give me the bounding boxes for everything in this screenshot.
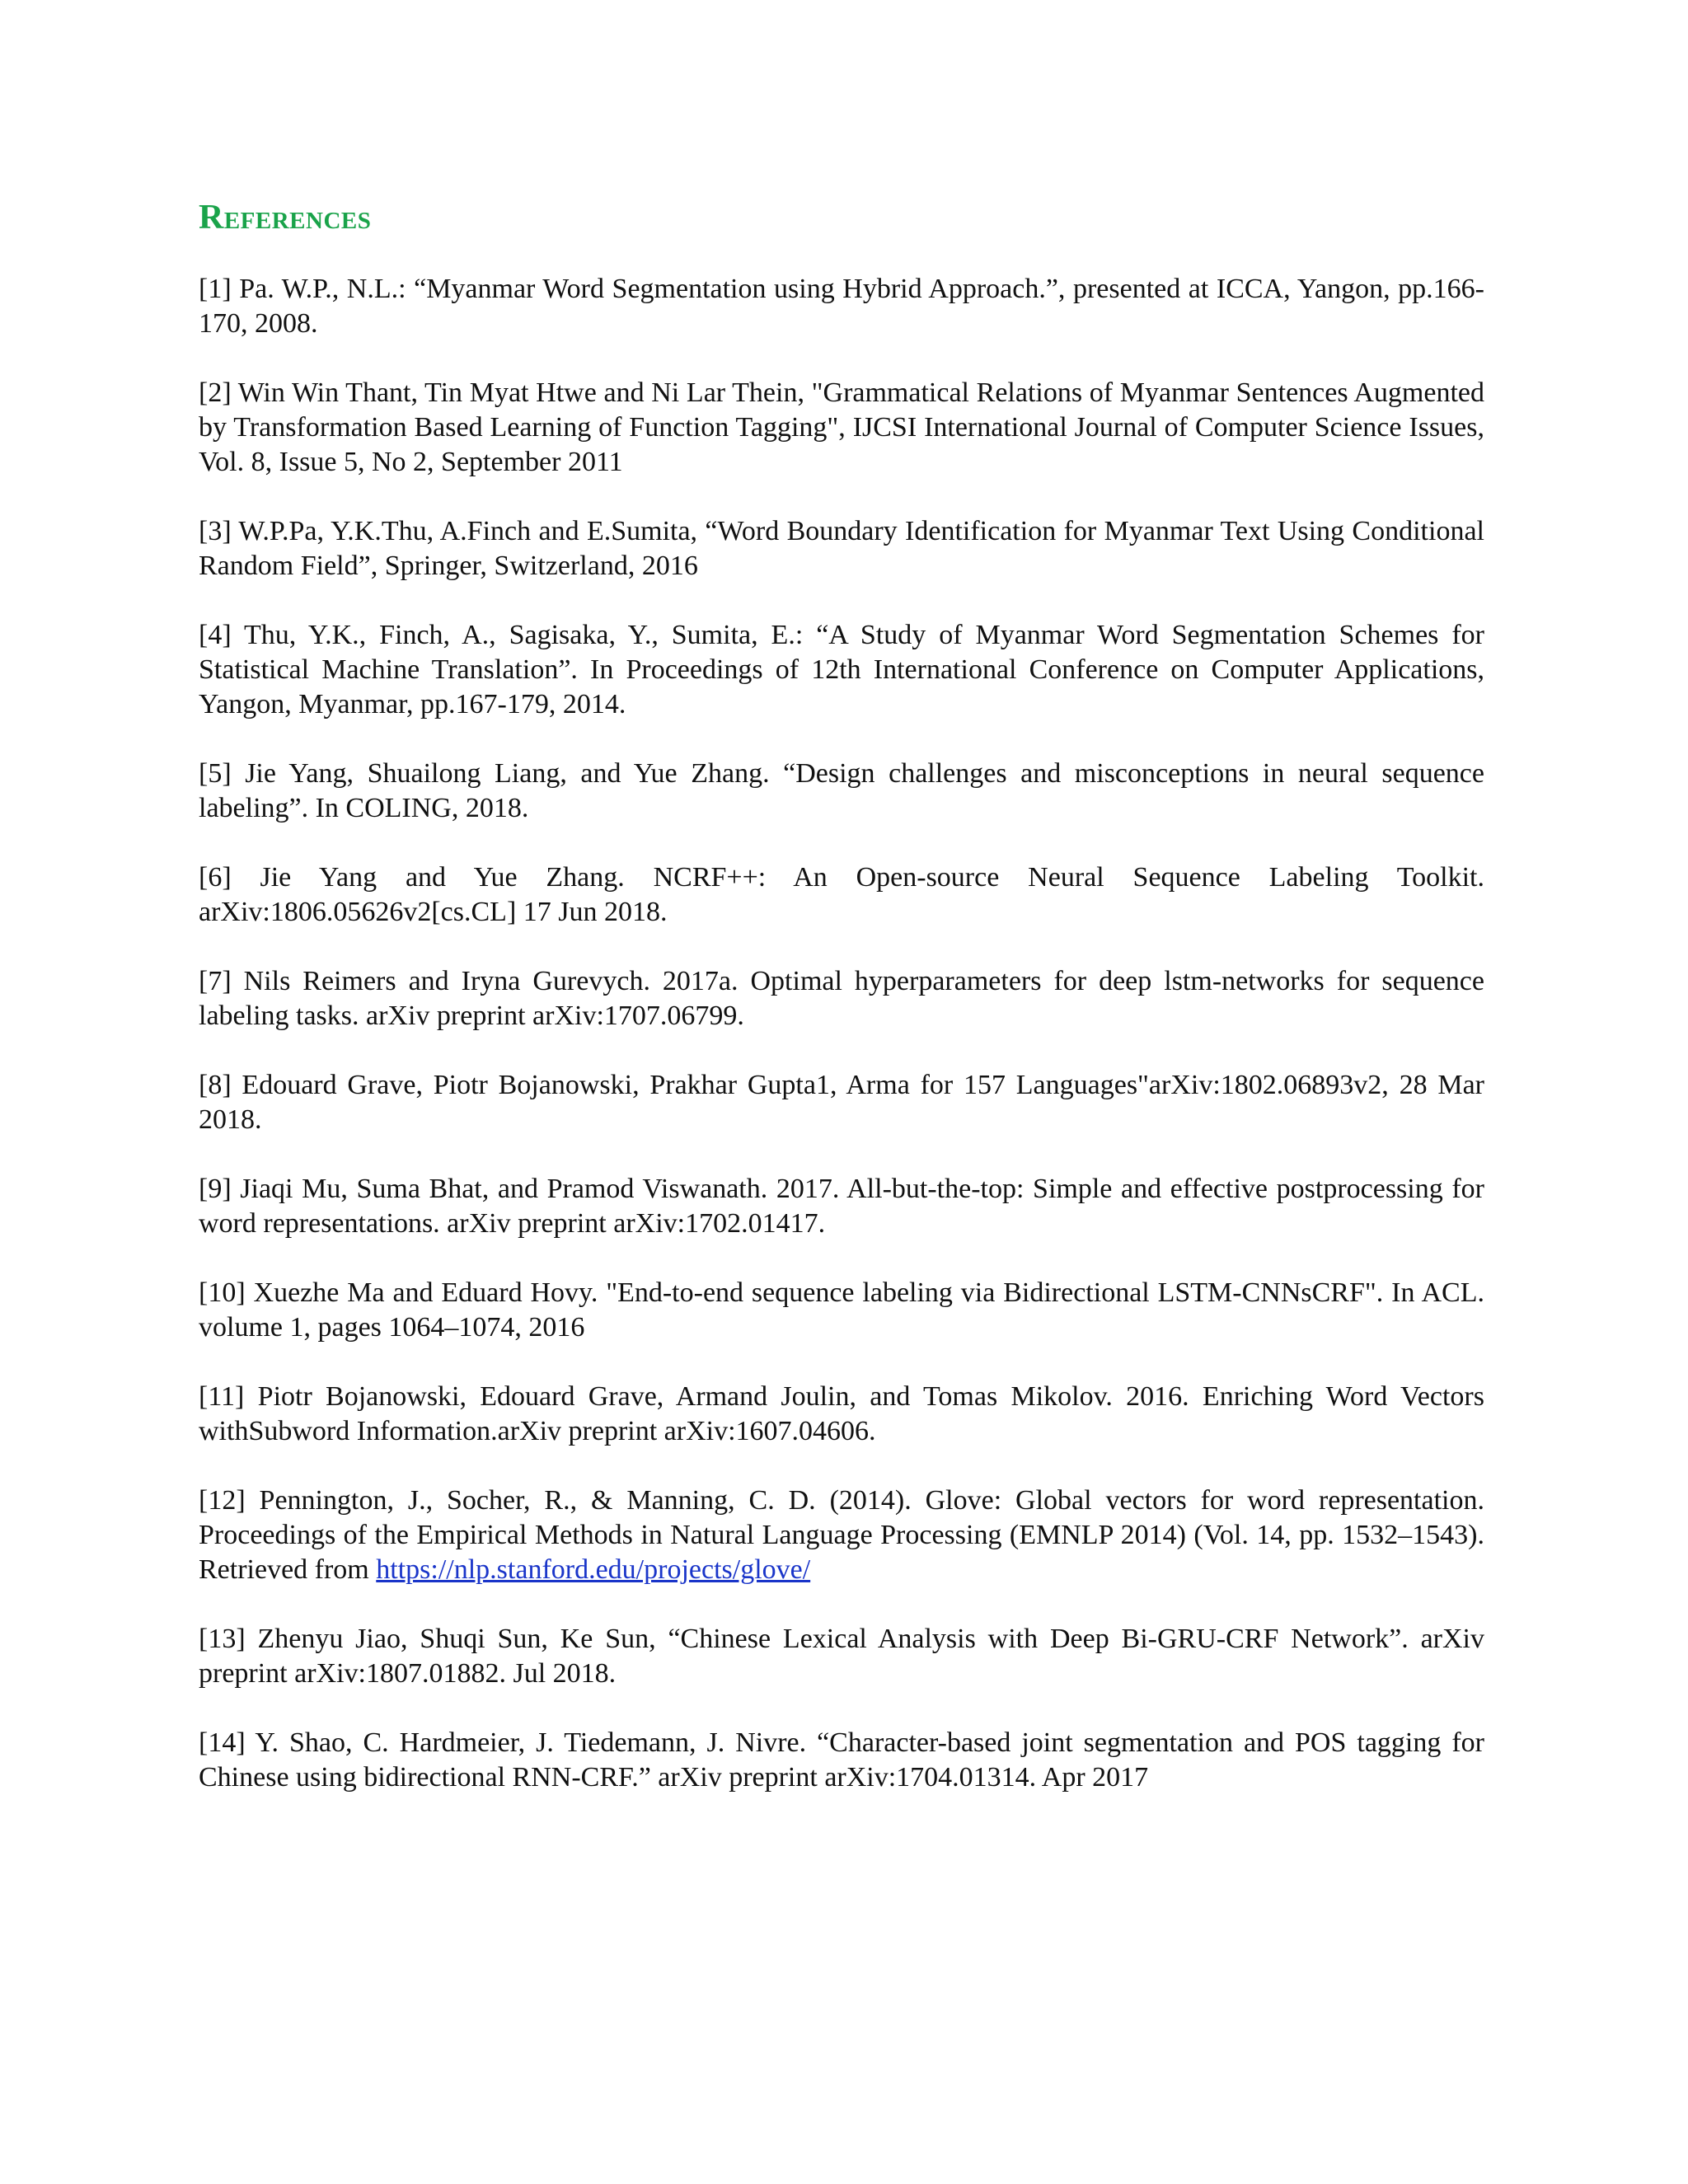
reference-8: [8] Edouard Grave, Piotr Bojanowski, Prakhar Gupta1, Arma for 157 Languages"arXiv:1802.06893v2, 28 Mar 2018.: [199, 1070, 1484, 1135]
reference-11: [11] Piotr Bojanowski, Edouard Grave, Armand Joulin, and Tomas Mikolov. 2016. Enriching Word Vectors withSubword Information.arXiv preprint arXiv:1607.04606.: [199, 1381, 1484, 1446]
reference-3: [3] W.P.Pa, Y.K.Thu, A.Finch and E.Sumita, “Word Boundary Identification for Myanmar Text Using Conditional Random Field”, Springer, Switzerland, 2016: [199, 516, 1484, 581]
reference-12: [199, 1483, 1484, 1587]
reference-9: [9] Jiaqi Mu, Suma Bhat, and Pramod Viswanath. 2017. All-but-the-top: Simple and effective postprocessing for word representations. arXiv preprint arXiv:1702.01417.: [199, 1174, 1484, 1239]
reference-13: [13] Zhenyu Jiao, Shuqi Sun, Ke Sun, “Chinese Lexical Analysis with Deep Bi-GRU-CRF Network”. arXiv preprint arXiv:1807.01882. Jul 2018.: [199, 1624, 1484, 1689]
reference-6: [6] Jie Yang and Yue Zhang. NCRF++: An Open-source Neural Sequence Labeling Toolkit. arXiv:1806.05626v2[cs.CL] 17 Jun 2018.: [199, 862, 1484, 927]
reference-7: [7] Nils Reimers and Iryna Gurevych. 2017a. Optimal hyperparameters for deep lstm-networks for sequence labeling tasks. arXiv preprint arXiv:1707.06799.: [199, 966, 1484, 1031]
reference-10: [10] Xuezhe Ma and Eduard Hovy. "End-to-end sequence labeling via Bidirectional LSTM-CNNsCRF". In ACL. volume 1, pages 1064–1074, 2016: [199, 1277, 1484, 1343]
reference-2: [2] Win Win Thant, Tin Myat Htwe and Ni Lar Thein, "Grammatical Relations of Myanmar Sentences Augmented by Transformation Based Learning of Function Tagging", IJCSI International Journal of Computer Science Issues, Vol. 8, Issue 5, No 2, September 2011: [199, 377, 1484, 477]
reference-12-text: [12] Pennington, J., Socher, R., & Manning, C. D. (2014). Glove: Global vectors for word representation. Proceedings of the Empirical Methods in Natural Language Processing (EMNLP 2014) (Vol. 14, pp. 1532–1543). Retrieved from: [199, 1485, 1484, 1585]
reference-1: [1] Pa. W.P., N.L.: “Myanmar Word Segmentation using Hybrid Approach.”, presented at ICCA, Yangon, pp.166-170, 2008.: [199, 274, 1484, 339]
glove-link[interactable]: https://nlp.stanford.edu/projects/glove/: [376, 1554, 811, 1585]
reference-5: [5] Jie Yang, Shuailong Liang, and Yue Zhang. “Design challenges and misconceptions in neural sequence labeling”. In COLING, 2018.: [199, 758, 1484, 823]
reference-4: [4] Thu, Y.K., Finch, A., Sagisaka, Y., Sumita, E.: “A Study of Myanmar Word Segmentation Schemes for Statistical Machine Translation”. In Proceedings of 12th International Conference on Computer Applications, Yangon, Myanmar, pp.167-179, 2014.: [199, 620, 1484, 719]
reference-14: [14] Y. Shao, C. Hardmeier, J. Tiedemann, J. Nivre. “Character-based joint segmentation and POS tagging for Chinese using bidirectional RNN-CRF.” arXiv preprint arXiv:1704.01314. Apr 2017: [199, 1727, 1484, 1793]
references-page: [199, 198, 1484, 1830]
references-heading: References: [199, 199, 372, 237]
